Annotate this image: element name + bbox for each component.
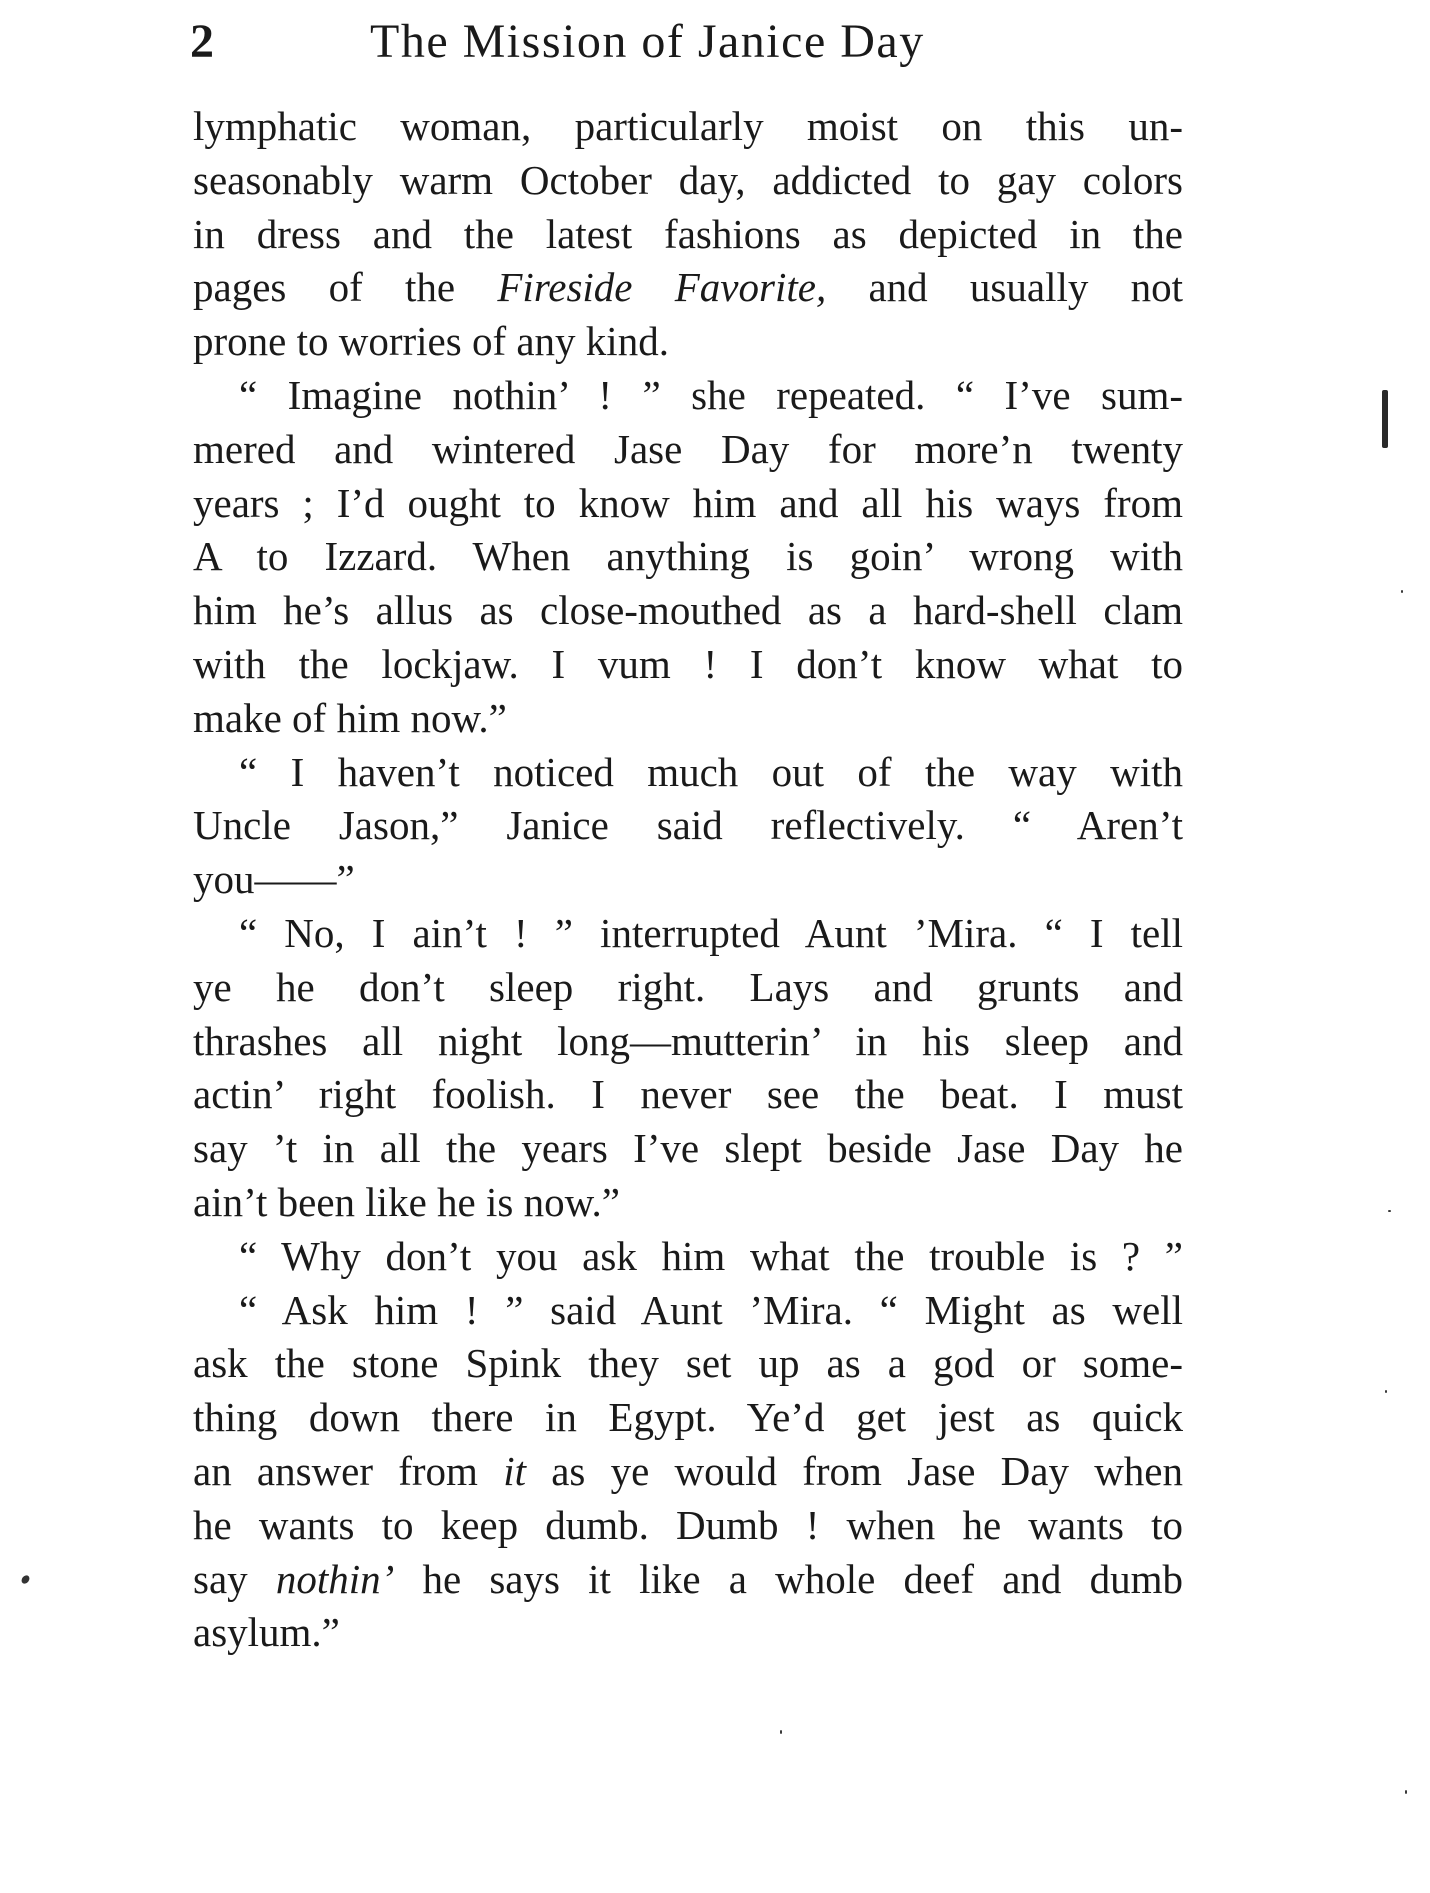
text-line: he wants to keep dumb. Dumb ! when he wants to — [193, 1501, 1183, 1548]
scan-speck — [1385, 1390, 1387, 1393]
text-line: thing down there in Egypt. Ye’d get jest as quick — [193, 1394, 1183, 1441]
text-line — [193, 1445, 1183, 1499]
scan-speck — [1388, 1210, 1391, 1212]
text-line: years ; I’d ought to know him and all his ways from — [193, 479, 1183, 526]
text-line: thrashes all night long—mutterin’ in his sleep and — [193, 1017, 1183, 1064]
text-line: you——” — [193, 856, 355, 903]
text-run: and usually not — [826, 264, 1184, 311]
text-line — [193, 1553, 1183, 1607]
italic-text: it — [503, 1447, 526, 1494]
text-line: “ Ask him ! ” said Aunt ’Mira. “ Might as well — [239, 1286, 1183, 1333]
text-line: Uncle Jason,” Janice said reflectively. “ Aren’t — [193, 802, 1183, 849]
text-line: ain’t been like he is now.” — [193, 1178, 620, 1225]
text-line: in dress and the latest fashions as depicted in the — [193, 210, 1183, 257]
text-line: actin’ right foolish. I never see the beat. I must — [193, 1071, 1183, 1118]
margin-mark — [1382, 390, 1388, 448]
text-line: “ Imagine nothin’ ! ” she repeated. “ I’ve sum- — [239, 371, 1183, 418]
running-head — [190, 14, 1190, 84]
text-line: lymphatic woman, particularly moist on this un- — [193, 103, 1183, 149]
italic-text: nothin’ — [275, 1555, 395, 1602]
text-line: ask the stone Spink they set up as a god or some- — [193, 1340, 1183, 1387]
text-line: make of him now.” — [193, 694, 507, 741]
page-number: 2 — [190, 15, 214, 68]
text-line: seasonably warm October day, addicted to gay colors — [193, 156, 1183, 203]
italic-text: Fireside Favorite, — [497, 264, 827, 311]
text-line: prone to worries of any kind. — [193, 318, 669, 365]
body-text — [193, 100, 1183, 1660]
text-line: A to Izzard. When anything is goin’ wrong with — [193, 533, 1183, 580]
running-title: The Mission of Janice Day — [370, 15, 925, 68]
text-line: say ’t in all the years I’ve slept beside Jase Day he — [193, 1125, 1183, 1172]
text-line: him he’s allus as close-mouthed as a hard-shell clam — [193, 587, 1183, 634]
scan-speck — [780, 1730, 782, 1734]
text-line: mered and wintered Jase Day for more’n twenty — [193, 425, 1183, 472]
scan-speck — [1401, 590, 1403, 593]
text-line: with the lockjaw. I vum ! I don’t know what to — [193, 640, 1183, 687]
text-run: he says it like a whole deef and dumb — [394, 1555, 1184, 1602]
scan-speck — [1405, 1790, 1407, 1794]
text-line: “ Why don’t you ask him what the trouble is ? ” — [239, 1232, 1183, 1279]
text-run: as ye would from Jase Day when — [525, 1447, 1184, 1494]
text-run: say — [193, 1555, 276, 1602]
scan-speck — [20, 1574, 31, 1585]
text-line: “ I haven’t noticed much out of the way with — [239, 748, 1183, 795]
text-run: an answer from — [193, 1447, 504, 1494]
text-line: asylum.” — [193, 1609, 340, 1656]
text-line — [193, 261, 1183, 315]
text-line: ye he don’t sleep right. Lays and grunts and — [193, 963, 1183, 1010]
text-line: “ No, I ain’t ! ” interrupted Aunt ’Mira. “ I tell — [239, 909, 1183, 956]
text-run: pages of the — [193, 264, 498, 311]
